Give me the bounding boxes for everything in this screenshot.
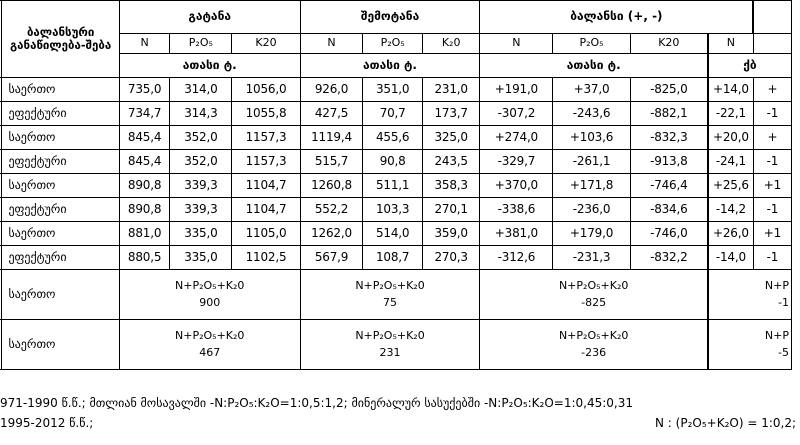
value-cell: 351,0 bbox=[363, 78, 422, 102]
value-cell: 514,0 bbox=[363, 222, 422, 246]
summary-value-cut: -1 bbox=[778, 295, 789, 309]
row-label: ეფექტური bbox=[2, 102, 119, 126]
value-cell: +1 bbox=[753, 222, 791, 246]
row-label: ეფექტური bbox=[2, 246, 119, 270]
value-cell: 339,3 bbox=[170, 198, 232, 222]
value-cell: -1 bbox=[753, 150, 791, 174]
unit-label: ათასი ტ. bbox=[300, 54, 480, 78]
value-cell: 231,0 bbox=[422, 78, 480, 102]
value-cell: +26,0 bbox=[708, 222, 753, 246]
summary-cell bbox=[119, 270, 300, 320]
value-cell: +103,6 bbox=[553, 126, 630, 150]
summary-cell-cut bbox=[708, 270, 792, 320]
value-cell: -307,2 bbox=[480, 102, 553, 126]
value-cell: +191,0 bbox=[480, 78, 553, 102]
footer-ratio-formula: N : (P₂O₅+K₂O) = 1:0,2; bbox=[655, 416, 796, 430]
value-cell: +171,8 bbox=[553, 174, 630, 198]
value-cell: +274,0 bbox=[480, 126, 553, 150]
value-cell: 70,7 bbox=[363, 102, 422, 126]
value-cell: +179,0 bbox=[553, 222, 630, 246]
value-cell: 890,8 bbox=[119, 198, 169, 222]
value-cell: -913,8 bbox=[630, 150, 708, 174]
summary-row bbox=[0, 320, 792, 370]
value-cell: 270,1 bbox=[422, 198, 480, 222]
value-cell: +370,0 bbox=[480, 174, 553, 198]
value-cell: -882,1 bbox=[630, 102, 708, 126]
row-label: საერთო bbox=[2, 320, 119, 370]
value-cell: +25,6 bbox=[708, 174, 753, 198]
value-cell: 926,0 bbox=[300, 78, 363, 102]
unit-label: ათასი ტ. bbox=[119, 54, 300, 78]
row-label: საერთო bbox=[2, 126, 119, 150]
col-header-k2o: K20 bbox=[630, 34, 708, 54]
value-cell: -1 bbox=[753, 246, 791, 270]
value-cell: 552,2 bbox=[300, 198, 363, 222]
value-cell: 1055,8 bbox=[232, 102, 300, 126]
value-cell: +1 bbox=[753, 174, 791, 198]
col-header-k2o: K20 bbox=[232, 34, 300, 54]
value-cell: 352,0 bbox=[170, 150, 232, 174]
row-label: საერთო bbox=[2, 78, 119, 102]
value-cell: -231,3 bbox=[553, 246, 630, 270]
row-label: საერთო bbox=[2, 222, 119, 246]
value-cell: 890,8 bbox=[119, 174, 169, 198]
value-cell: -1 bbox=[753, 102, 791, 126]
row-label: ეფექტური bbox=[2, 198, 119, 222]
summary-formula-cut: N+P bbox=[764, 329, 789, 342]
value-cell: -338,6 bbox=[480, 198, 553, 222]
value-cell: 335,0 bbox=[170, 222, 232, 246]
value-cell: -14,0 bbox=[708, 246, 753, 270]
value-cell: 1105,0 bbox=[232, 222, 300, 246]
summary-value: 467 bbox=[199, 345, 221, 359]
value-cell: -243,6 bbox=[553, 102, 630, 126]
value-cell: 359,0 bbox=[422, 222, 480, 246]
value-cell: 358,3 bbox=[422, 174, 480, 198]
col-header-p2o5: P₂O₅ bbox=[170, 34, 232, 54]
summary-formula: N+P₂O₅+K₂0 bbox=[175, 279, 245, 292]
summary-formula: N+P₂O₅+K₂0 bbox=[355, 329, 425, 342]
summary-cell bbox=[119, 320, 300, 370]
value-cell: 1157,3 bbox=[232, 150, 300, 174]
value-cell: 243,5 bbox=[422, 150, 480, 174]
col-header-n: N bbox=[480, 34, 553, 54]
value-cell: 1119,4 bbox=[300, 126, 363, 150]
value-cell: 880,5 bbox=[119, 246, 169, 270]
table-row bbox=[0, 102, 792, 126]
summary-cell bbox=[300, 320, 480, 370]
summary-formula: N+P₂O₅+K₂0 bbox=[558, 279, 629, 292]
table-row bbox=[0, 222, 792, 246]
value-cell: -746,4 bbox=[630, 174, 708, 198]
summary-formula: N+P₂O₅+K₂0 bbox=[355, 279, 425, 292]
value-cell: 103,3 bbox=[363, 198, 422, 222]
value-cell: 515,7 bbox=[300, 150, 363, 174]
col-header-p2o5: P₂O₅ bbox=[553, 34, 630, 54]
col-header-n: N bbox=[300, 34, 363, 54]
table-row bbox=[0, 246, 792, 270]
value-cell: + bbox=[753, 78, 791, 102]
value-cell: 734,7 bbox=[119, 102, 169, 126]
row-label: საერთო bbox=[2, 270, 119, 320]
value-cell: 90,8 bbox=[363, 150, 422, 174]
summary-formula-cut: N+P bbox=[764, 279, 789, 292]
table-row bbox=[0, 198, 792, 222]
summary-cell-cut bbox=[708, 320, 792, 370]
col-header-k2o: K₂0 bbox=[422, 34, 480, 54]
value-cell: 1157,3 bbox=[232, 126, 300, 150]
value-cell: +381,0 bbox=[480, 222, 553, 246]
value-cell: 567,9 bbox=[300, 246, 363, 270]
summary-value: 231 bbox=[379, 345, 401, 359]
group-header-export: გატანა bbox=[119, 1, 300, 34]
value-cell: 427,5 bbox=[300, 102, 363, 126]
value-cell: -236,0 bbox=[553, 198, 630, 222]
row-label: ეფექტური bbox=[2, 150, 119, 174]
value-cell: 314,0 bbox=[170, 78, 232, 102]
col-header-n: N bbox=[119, 34, 169, 54]
summary-cell bbox=[480, 320, 708, 370]
value-cell: -1 bbox=[753, 198, 791, 222]
value-cell: 339,3 bbox=[170, 174, 232, 198]
col-header-n: N bbox=[708, 34, 753, 54]
value-cell: + bbox=[753, 126, 791, 150]
footer-ratio-note: 971-1990 წ.წ.; მთლიან მოსავალში -N:P₂O₅:K₂O=1:0,5:1,2; მინერალურ სასუქებში -N:P₂O₅:K₂O=1:0,45:0,31 bbox=[0, 396, 634, 410]
value-cell: 1104,7 bbox=[232, 198, 300, 222]
group-header-balance: ბალანსი (+, -) bbox=[480, 1, 753, 34]
summary-cell bbox=[300, 270, 480, 320]
summary-value: -825 bbox=[581, 295, 607, 309]
summary-formula: N+P₂O₅+K₂0 bbox=[558, 329, 629, 342]
value-cell: -832,3 bbox=[630, 126, 708, 150]
header-cut-cell bbox=[753, 1, 791, 34]
value-cell: +20,0 bbox=[708, 126, 753, 150]
value-cell: +37,0 bbox=[553, 78, 630, 102]
footer-period-note: 1995-2012 წ.წ.; bbox=[0, 416, 94, 430]
summary-cell bbox=[480, 270, 708, 320]
unit-label: ათასი ტ. bbox=[480, 54, 708, 78]
value-cell: 845,4 bbox=[119, 126, 169, 150]
value-cell: -24,1 bbox=[708, 150, 753, 174]
balance-distribution-header: ბალანსური განაწილება-შება bbox=[2, 1, 119, 78]
value-cell: -329,7 bbox=[480, 150, 553, 174]
summary-formula: N+P₂O₅+K₂0 bbox=[175, 329, 245, 342]
value-cell: 735,0 bbox=[119, 78, 169, 102]
table-row bbox=[0, 150, 792, 174]
value-cell: 108,7 bbox=[363, 246, 422, 270]
value-cell: -832,2 bbox=[630, 246, 708, 270]
value-cell: 314,3 bbox=[170, 102, 232, 126]
table-row bbox=[0, 174, 792, 198]
value-cell: 352,0 bbox=[170, 126, 232, 150]
summary-value: 900 bbox=[199, 295, 221, 309]
row-label: საერთო bbox=[2, 174, 119, 198]
value-cell: -261,1 bbox=[553, 150, 630, 174]
col-header-p2o5: P₂O₅ bbox=[363, 34, 422, 54]
value-cell: 173,7 bbox=[422, 102, 480, 126]
value-cell: 881,0 bbox=[119, 222, 169, 246]
value-cell: -746,0 bbox=[630, 222, 708, 246]
value-cell: -14,2 bbox=[708, 198, 753, 222]
summary-row bbox=[0, 270, 792, 320]
table-row bbox=[0, 78, 792, 102]
value-cell: 325,0 bbox=[422, 126, 480, 150]
summary-value: 75 bbox=[383, 295, 398, 309]
value-cell: -825,0 bbox=[630, 78, 708, 102]
table-row bbox=[0, 126, 792, 150]
value-cell: +14,0 bbox=[708, 78, 753, 102]
value-cell: 270,3 bbox=[422, 246, 480, 270]
value-cell: 335,0 bbox=[170, 246, 232, 270]
value-cell: 511,1 bbox=[363, 174, 422, 198]
value-cell: 1262,0 bbox=[300, 222, 363, 246]
value-cell: 455,6 bbox=[363, 126, 422, 150]
value-cell: 1104,7 bbox=[232, 174, 300, 198]
value-cell: -312,6 bbox=[480, 246, 553, 270]
summary-value: -236 bbox=[581, 345, 607, 359]
summary-value-cut: -5 bbox=[778, 345, 789, 359]
col-header-cut bbox=[753, 34, 791, 54]
value-cell: -834,6 bbox=[630, 198, 708, 222]
unit-label-cut: ქბ bbox=[708, 54, 792, 78]
value-cell: 1056,0 bbox=[232, 78, 300, 102]
value-cell: 1260,8 bbox=[300, 174, 363, 198]
value-cell: -22,1 bbox=[708, 102, 753, 126]
group-header-import: შემოტანა bbox=[300, 1, 480, 34]
value-cell: 1102,5 bbox=[232, 246, 300, 270]
value-cell: 845,4 bbox=[119, 150, 169, 174]
